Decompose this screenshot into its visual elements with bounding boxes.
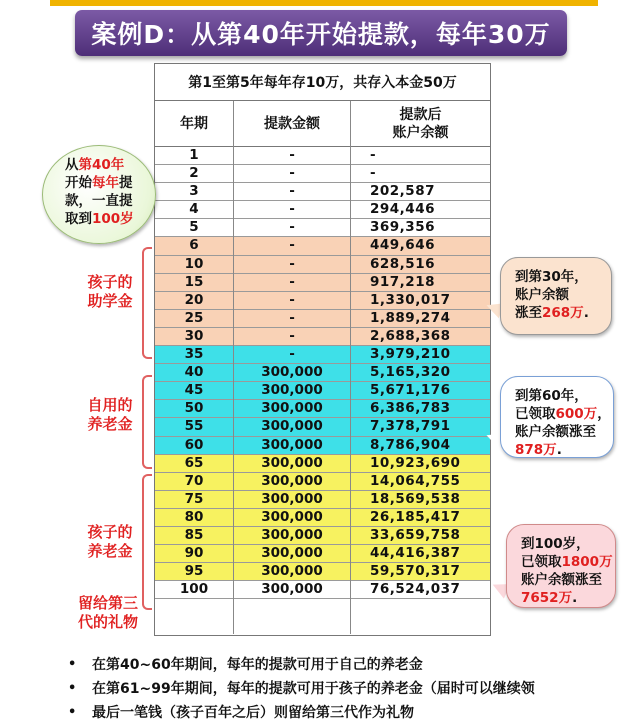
withdraw-cell: - <box>289 273 295 290</box>
bubble-text: . <box>572 590 578 606</box>
table-body <box>155 147 490 599</box>
header-year: 年期 <box>180 115 208 132</box>
balance-cell: 917,218 <box>370 273 435 290</box>
year-cell: 60 <box>184 436 204 453</box>
year30-callout <box>500 257 612 335</box>
table-row <box>155 364 490 382</box>
note-item <box>68 676 628 700</box>
table-row <box>155 256 490 274</box>
bubble-highlight: 878万 <box>515 442 557 458</box>
year-cell: 25 <box>184 309 204 326</box>
header-balance-line2: 账户余额 <box>392 124 449 141</box>
table-row <box>155 165 490 183</box>
balance-cell: 10,923,690 <box>370 454 461 471</box>
table-row <box>155 183 490 201</box>
table-row <box>155 473 490 491</box>
withdraw-cell: - <box>289 147 295 163</box>
bubble-text: 到100岁， <box>521 536 590 552</box>
table-row <box>155 418 490 436</box>
withdraw-cell: - <box>289 201 295 218</box>
year-cell: 85 <box>184 526 204 543</box>
table-row <box>155 437 490 455</box>
note-text: 在第40~60年期间，每年的提款可用于自己的养老金 <box>92 657 423 673</box>
year-cell: 35 <box>184 346 204 363</box>
child-pension-bracket <box>142 474 152 610</box>
gift-label <box>70 594 146 632</box>
withdraw-cell: - <box>289 183 295 200</box>
withdraw-cell: - <box>289 165 295 182</box>
label-line: 助学金 <box>87 292 133 310</box>
year-cell: 45 <box>184 382 204 399</box>
balance-cell: 3,979,210 <box>370 346 451 363</box>
year-cell: 15 <box>184 273 204 290</box>
child-pension-label <box>80 523 140 561</box>
balance-cell: 18,569,538 <box>370 490 461 507</box>
year-cell: 75 <box>184 490 204 507</box>
label-line: 养老金 <box>87 415 133 433</box>
withdraw-cell: 300,000 <box>261 508 323 525</box>
withdraw-cell: - <box>289 219 295 236</box>
bubble-highlight: 600万 <box>555 406 598 422</box>
table-row <box>155 581 490 599</box>
note-text: 最后一笔钱（孩子百年之后）则留给第三代作为礼物 <box>92 705 414 721</box>
balance-cell: 14,064,755 <box>370 472 461 489</box>
top-decor-strip <box>50 0 598 6</box>
table-row <box>155 147 490 165</box>
page-title-banner <box>75 10 567 56</box>
bubble-text: 已领取 <box>515 406 556 422</box>
self-pension-label <box>80 396 140 434</box>
year60-callout <box>500 376 614 458</box>
balance-cell: 2,688,368 <box>370 327 451 344</box>
balance-cell: 5,671,176 <box>370 382 451 399</box>
table-row <box>155 400 490 418</box>
callout-highlight: 100岁 <box>92 211 134 227</box>
note-item <box>68 700 628 724</box>
year-cell: 100 <box>179 581 209 598</box>
table-row <box>155 292 490 310</box>
balance-cell: 8,786,904 <box>370 436 451 453</box>
label-line: 孩子的 <box>87 273 133 291</box>
table-row <box>155 237 490 255</box>
year-cell: 40 <box>184 364 204 381</box>
table-row <box>155 328 490 346</box>
year-cell: 90 <box>184 545 204 562</box>
balance-cell: 449,646 <box>370 237 435 254</box>
balance-cell: 5,165,320 <box>370 364 451 381</box>
callout-text: 从 <box>65 157 79 173</box>
table-subtitle: 第1至第5年每年存10万，共存入本金50万 <box>155 64 490 101</box>
table-row <box>155 509 490 527</box>
header-balance-line1: 提款后 <box>399 106 442 123</box>
withdraw-cell: 300,000 <box>261 418 323 435</box>
label-line: 孩子的 <box>87 523 133 541</box>
header-withdraw: 提款金额 <box>264 115 320 132</box>
withdraw-cell: - <box>289 346 295 363</box>
callout-text: 款，一直提 <box>65 193 133 209</box>
withdraw-cell: 300,000 <box>261 563 323 580</box>
balance-cell: 76,524,037 <box>370 581 461 598</box>
savings-table <box>154 63 491 636</box>
withdraw-cell: 300,000 <box>261 490 323 507</box>
education-bracket <box>142 247 152 359</box>
bullet-dot: • <box>68 680 77 696</box>
balance-cell: 33,659,758 <box>370 526 461 543</box>
year-cell: 30 <box>184 327 204 344</box>
callout-highlight: 第40年 <box>78 157 125 173</box>
table-row <box>155 346 490 364</box>
bubble-highlight: 1800万 <box>561 554 613 570</box>
table-row <box>155 455 490 473</box>
bubble-text: 涨至 <box>515 305 542 321</box>
balance-cell: 7,378,791 <box>370 418 451 435</box>
year100-callout <box>506 524 616 608</box>
year-cell: 65 <box>184 454 204 471</box>
bubble-text: . <box>556 442 562 458</box>
label-line: 养老金 <box>87 542 133 560</box>
bubble-text: 账户余额涨至 <box>521 572 602 588</box>
column-divider <box>233 101 234 634</box>
label-line: 留给第三 <box>77 594 138 612</box>
year-cell: 1 <box>189 147 199 163</box>
self-pension-bracket <box>142 375 152 469</box>
year-cell: 6 <box>189 237 199 254</box>
withdraw-cell: 300,000 <box>261 545 323 562</box>
header-balance <box>351 101 490 146</box>
table-row <box>155 545 490 563</box>
withdraw-cell: 300,000 <box>261 382 323 399</box>
year-cell: 55 <box>184 418 204 435</box>
year-cell: 20 <box>184 291 204 308</box>
table-row <box>155 310 490 328</box>
withdraw-cell: - <box>289 255 295 272</box>
balance-cell: - <box>370 165 377 182</box>
balance-cell: 628,516 <box>370 255 435 272</box>
balance-cell: 59,570,317 <box>370 563 461 580</box>
bubble-text: 已领取 <box>521 554 562 570</box>
withdraw-cell: 300,000 <box>261 364 323 381</box>
year-cell: 50 <box>184 400 204 417</box>
table-row <box>155 201 490 219</box>
bubble-text: 账户余额 <box>515 287 569 303</box>
year-cell: 2 <box>189 165 199 182</box>
withdraw-cell: 300,000 <box>261 454 323 471</box>
year-cell: 80 <box>184 508 204 525</box>
notes-list <box>68 652 628 724</box>
bubble-text: 账户余额涨至 <box>515 424 596 440</box>
year-cell: 4 <box>189 201 199 218</box>
balance-cell: 1,330,017 <box>370 291 451 308</box>
withdraw-cell: - <box>289 327 295 344</box>
year-cell: 70 <box>184 472 204 489</box>
year-cell: 3 <box>189 183 199 200</box>
withdraw-cell: 300,000 <box>261 436 323 453</box>
callout-text: 取到 <box>65 211 92 227</box>
note-item <box>68 652 628 676</box>
education-fund-label <box>80 273 140 311</box>
callout-highlight: 每年 <box>92 175 119 191</box>
withdraw-cell: 300,000 <box>261 472 323 489</box>
table-row <box>155 274 490 292</box>
callout-text: 开始 <box>65 175 92 191</box>
withdraw-cell: - <box>289 237 295 254</box>
balance-cell: 6,386,783 <box>370 400 451 417</box>
bubble-highlight: 268万 <box>542 305 584 321</box>
label-line: 自用的 <box>87 396 133 414</box>
balance-cell: 44,416,387 <box>370 545 461 562</box>
bubble-text: . <box>583 305 589 321</box>
bubble-text: 到第30年， <box>515 269 588 285</box>
year-cell: 10 <box>184 255 204 272</box>
bubble-text: ， <box>597 406 611 422</box>
balance-cell: 26,185,417 <box>370 508 461 525</box>
bullet-dot: • <box>68 656 77 672</box>
label-line: 代的礼物 <box>77 613 138 631</box>
note-text: 在第61~99年期间，每年的提款可用于孩子的养老金（届时可以继续领 <box>92 681 535 697</box>
balance-cell: 202,587 <box>370 183 435 200</box>
table-row <box>155 563 490 581</box>
start-withdraw-callout <box>42 145 156 244</box>
balance-cell: - <box>370 147 377 163</box>
withdraw-cell: 300,000 <box>261 400 323 417</box>
table-row <box>155 527 490 545</box>
table-row <box>155 219 490 237</box>
withdraw-cell: - <box>289 309 295 326</box>
bullet-dot: • <box>68 704 77 720</box>
column-divider <box>350 101 351 634</box>
balance-cell: 294,446 <box>370 201 435 218</box>
year-cell: 95 <box>184 563 204 580</box>
year-cell: 5 <box>189 219 199 236</box>
callout-text: 提 <box>119 175 133 191</box>
bubble-highlight: 7652万 <box>521 590 573 606</box>
balance-cell: 1,889,274 <box>370 309 451 326</box>
page-title: 案例D：从第40年开始提款，每年30万 <box>91 20 551 49</box>
withdraw-cell: 300,000 <box>261 581 323 598</box>
balance-cell: 369,356 <box>370 219 435 236</box>
bubble-text: 到第60年， <box>515 388 588 404</box>
table-row <box>155 382 490 400</box>
withdraw-cell: 300,000 <box>261 526 323 543</box>
table-row <box>155 491 490 509</box>
withdraw-cell: - <box>289 291 295 308</box>
